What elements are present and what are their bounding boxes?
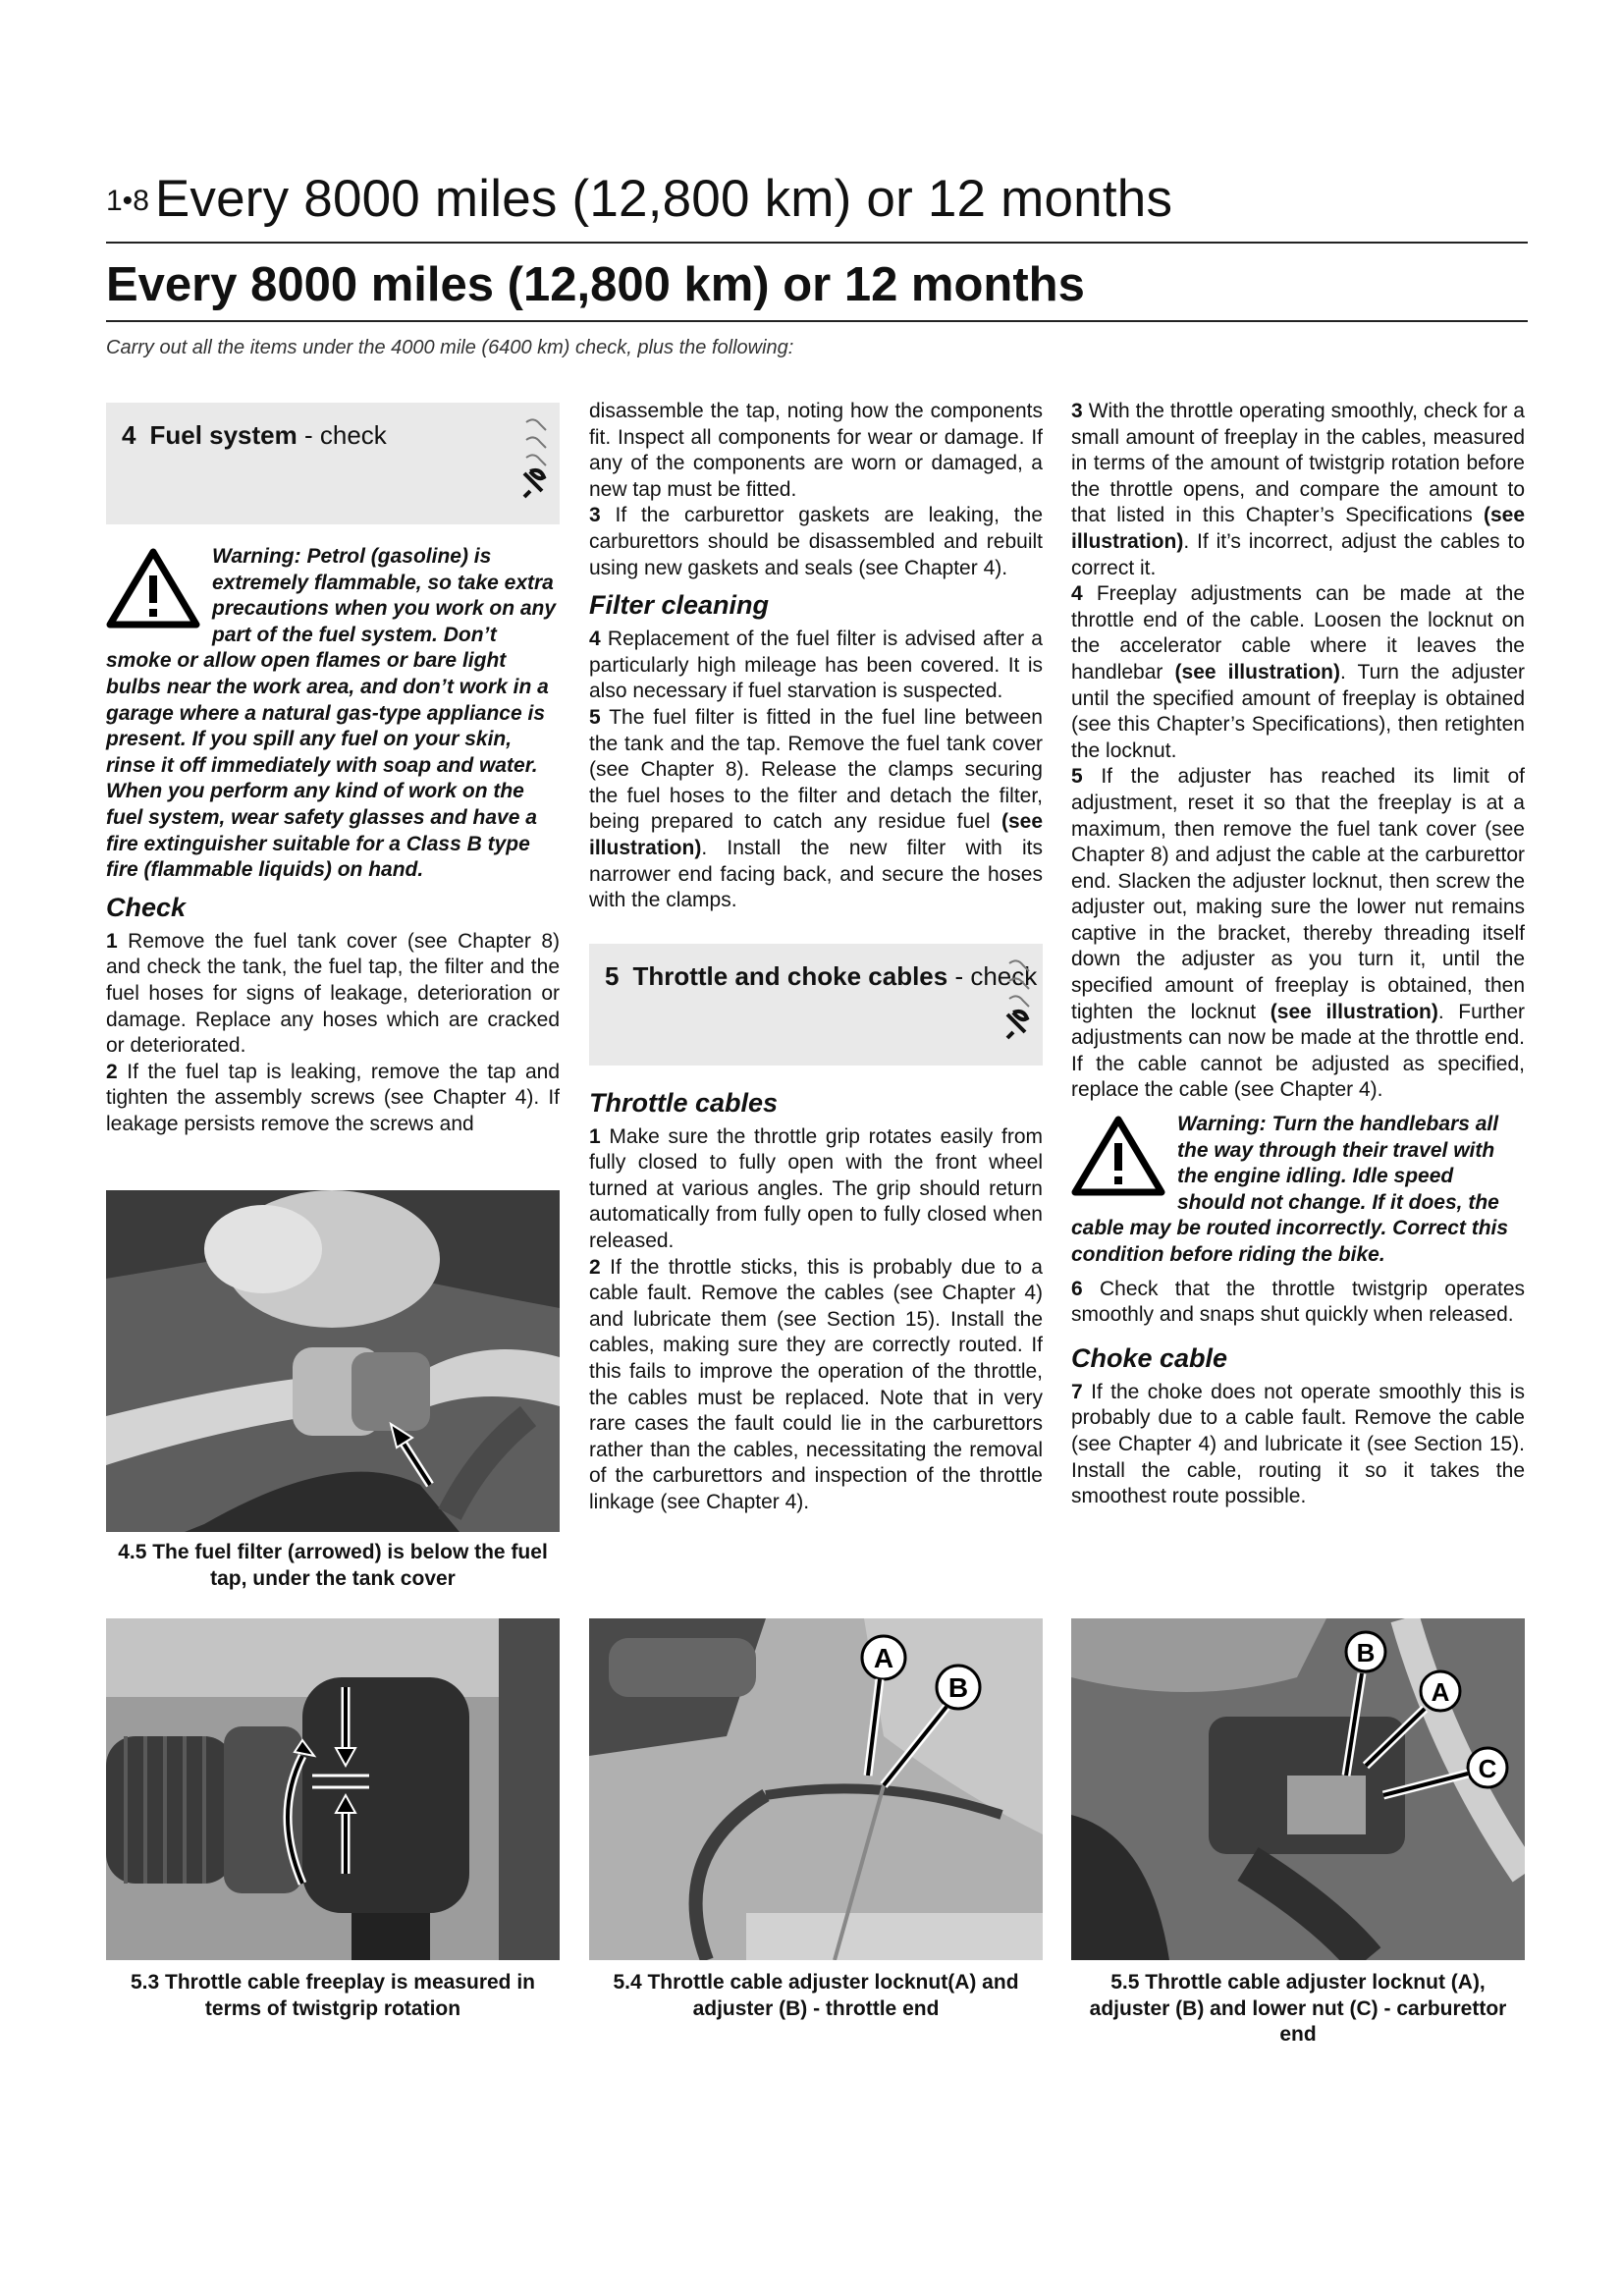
s4-paragraph-2: [106, 1060, 560, 1138]
handlebar-warning-text: Warning: Turn the handlebars all the way through their travel with the engine idling. Idle speed should not change. If it does, the cable may be routed incorrectly. Correct this condition before riding the bike.: [1071, 1113, 1509, 1266]
s5-p7-text: If the choke does not operate smoothly this is probably due to a cable fault. Remove the cable (see Chapter 4) and lubricate it (see Section 15). Install the cable, routing it so it takes the smoothest route possible.: [1071, 1380, 1525, 1508]
photo-fuel-filter: [106, 1190, 560, 1532]
s4-p2-text: If the fuel tap is leaking, remove the tap and tighten the assembly screws (see Chapter 4). If leakage persists remove the screws and: [106, 1060, 560, 1135]
s5-paragraph-3: [1071, 399, 1525, 581]
section-4-number: 4: [122, 420, 136, 450]
caption-5-5: 5.5 Throttle cable adjuster locknut (A), adjuster (B) and lower nut (C) - carburettor end: [1089, 1971, 1507, 2047]
s5-p1-number: 1: [589, 1124, 601, 1148]
running-header: [106, 169, 1528, 238]
warning-triangle-icon: [1071, 1116, 1165, 1196]
s5-p4-number: 4: [1071, 582, 1083, 606]
s4-paragraph-4: [589, 627, 1043, 705]
s4-p1-number: 1: [106, 929, 118, 953]
s5-p4-text-b: . Turn the adjuster until the specified amount of freeplay is obtained (see this Chapter’s Specifications), then retighten the locknut.: [1071, 660, 1525, 762]
s4-p4-text: Replacement of the fuel filter is advised after a particularly high mileage has been covered. It is also necessary if fuel starvation is suspected.: [589, 628, 1043, 703]
s5-p6-number: 6: [1071, 1277, 1083, 1300]
fuel-warning: [106, 544, 560, 884]
s5-p7-number: 7: [1071, 1380, 1083, 1403]
s5-paragraph-5: [1071, 764, 1525, 1104]
s4-paragraph-5: [589, 705, 1043, 914]
s5-p5-text-b: . Further adjustments can now be made at the throttle end. If the cable cannot be adjusted as specified, replace the cable (see Chapter 4).: [1071, 1000, 1525, 1102]
column-2: [589, 399, 1043, 1516]
choke-cable-heading: Choke cable: [1071, 1342, 1228, 1373]
throttle-cables-heading: Throttle cables: [589, 1087, 779, 1118]
s4-paragraph-2-continued: disassemble the tap, noting how the components fit. Inspect all components for wear or damage. If any of the components are worn or damaged, a new tap must be fitted.: [589, 400, 1043, 501]
s4-p5-number: 5: [589, 705, 601, 729]
s5-paragraph-2: [589, 1255, 1043, 1516]
s5-p3-text-b: . If it’s incorrect, adjust the cables to correct it.: [1071, 529, 1525, 579]
s5-p4-text-a: Freeplay adjustments can be made at the throttle end of the cable. Loosen the locknut on the accelerator cable where it leaves the handlebar: [1071, 582, 1525, 683]
s5-p3-text-a: With the throttle operating smoothly, check for a small amount of freeplay in the cables, measured in terms of the amount of twistgrip rotation before the throttle opens, and compare the amount to that listed in this Chapter’s Specifications: [1071, 400, 1525, 527]
difficulty-spanner-icon: [520, 414, 552, 505]
s5-p1-text: Make sure the throttle grip rotates easily from fully closed to fully open with the front wheel turned at various angles. The grip should return automatically from fully open to fully closed when released.: [589, 1124, 1043, 1253]
s4-p3-number: 3: [589, 504, 601, 527]
caption-5-3: 5.3 Throttle cable freeplay is measured in terms of twistgrip rotation: [131, 1971, 535, 2020]
s5-p5-number: 5: [1071, 765, 1083, 789]
label-b: B: [947, 1672, 969, 1703]
title-rule: [106, 320, 1528, 322]
section-4-name: Fuel system: [149, 420, 297, 450]
section-4-suffix: - check: [297, 420, 387, 450]
s5-p2-number: 2: [589, 1255, 601, 1279]
s5-p3-see-illustration: (see illustration): [1071, 504, 1525, 553]
difficulty-spanner-icon: [1003, 956, 1035, 1046]
fuel-warning-text: Warning: Petrol (gasoline) is extremely flammable, so take extra precautions when you work on any part of the fuel system. Don’t smoke or allow open flames or bare light bulbs near the work area, and don’t work in a garage where a natural gas-type appliance is present. If you spill any fuel on your skin, rinse it off immediately with soap and water. When you perform any kind of work on the fuel system, wear safety glasses and have a fire extinguisher suitable for a Class B type fire (flammable liquids) on hand.: [106, 545, 557, 882]
handlebar-warning: [1071, 1112, 1525, 1269]
s5-paragraph-1: [589, 1124, 1043, 1255]
s5-p3-number: 3: [1071, 400, 1083, 422]
section-5-suffix: - check: [947, 960, 1038, 991]
section-5-name: Throttle and choke cables: [632, 960, 948, 991]
column-1: [106, 403, 560, 1137]
s5-p5-see-illustration: (see illustration): [1270, 1000, 1438, 1023]
section-5-number: 5: [605, 960, 620, 991]
check-heading: Check: [106, 892, 187, 922]
header-rule: [106, 242, 1528, 244]
s5-paragraph-4: [1071, 581, 1525, 764]
photo-twistgrip-freeplay: [106, 1618, 560, 1960]
label-b: B: [1356, 1638, 1376, 1667]
s4-p5-see-illustration: (see illustration): [589, 810, 1043, 859]
photo-carburettor-end-adjuster: [1071, 1618, 1525, 1960]
label-a: A: [1431, 1677, 1450, 1707]
s5-paragraph-7: [1071, 1380, 1525, 1510]
s4-p1-text: Remove the fuel tank cover (see Chapter 8) and check the tank, the fuel tap, the filter and the fuel hoses for signs of leakage, deterioration or damage. Replace any hoses which are cracked or deteriorated.: [106, 929, 560, 1058]
caption-5-4: 5.4 Throttle cable adjuster locknut(A) and adjuster (B) - throttle end: [613, 1971, 1019, 2020]
s5-p2-text: If the throttle sticks, this is probably due to a cable fault. Remove the cables (see Chapter 4) and lubricate them (see Section 15). Install the cables, making sure they are correctly routed. If this fails to improve the operation of the throttle, the cables must be replaced. Note that in very rare cases the fault could lie in the carburettors rather than the cables, necessitating the removal of the carburettors and inspection of the throttle linkage (see Chapter 4).: [589, 1255, 1043, 1513]
caption-4-5: 4.5 The fuel filter (arrowed) is below the fuel tap, under the tank cover: [118, 1541, 548, 1590]
section-title: Every 8000 miles (12,800 km) or 12 months: [106, 258, 1085, 311]
label-a: A: [873, 1643, 894, 1673]
s5-p4-see-illustration: (see illustration): [1174, 660, 1340, 683]
filter-cleaning-heading: Filter cleaning: [589, 590, 770, 621]
s4-p4-number: 4: [589, 628, 601, 651]
warning-triangle-icon: [106, 548, 200, 629]
s4-p5-text-b: . Install the new filter with its narrower end facing back, and secure the hoses with the clamps.: [589, 836, 1043, 912]
s5-paragraph-6: [1071, 1277, 1525, 1329]
intro-note: Carry out all the items under the 4000 mile (6400 km) check, plus the following:: [106, 337, 794, 358]
column-3: [1071, 399, 1525, 1510]
s4-p3-text: If the carburettor gaskets are leaking, the carburettors should be disassembled and rebuilt using new gaskets and seals (see Chapter 4).: [589, 504, 1043, 579]
s4-p5-text-a: The fuel filter is fitted in the fuel line between the tank and the tap. Remove the fuel tank cover (see Chapter 8). Release the clamps securing the fuel hoses to the filter and detach the filter, being prepared to catch any residue fuel: [589, 705, 1043, 834]
section-4-heading-box: [106, 403, 560, 524]
page-number: 1•8: [106, 185, 149, 217]
label-c: C: [1478, 1754, 1497, 1783]
s4-paragraph-1: [106, 929, 560, 1060]
s4-paragraph-3: [589, 503, 1043, 581]
section-5-heading-box: [589, 944, 1043, 1066]
s5-p6-text: Check that the throttle twistgrip operates smoothly and snaps shut quickly when released.: [1071, 1277, 1526, 1327]
photo-throttle-end-adjuster: [589, 1618, 1043, 1960]
s4-p2-number: 2: [106, 1060, 118, 1083]
s5-p5-text-a: If the adjuster has reached its limit of adjustment, reset it so that the freeplay is at a maximum, then remove the fuel tank cover (see Chapter 8) and adjust the cable at the carburettor end. Slacken the adjuster locknut, then screw the adjuster out, making sure the lower nut remains captive in the bracket, thereby threading itself down the adjuster as you turn it, until the specified amount of freeplay is obtained, then tighten the locknut: [1071, 765, 1526, 1023]
running-title: Every 8000 miles (12,800 km) or 12 months: [154, 170, 1173, 228]
